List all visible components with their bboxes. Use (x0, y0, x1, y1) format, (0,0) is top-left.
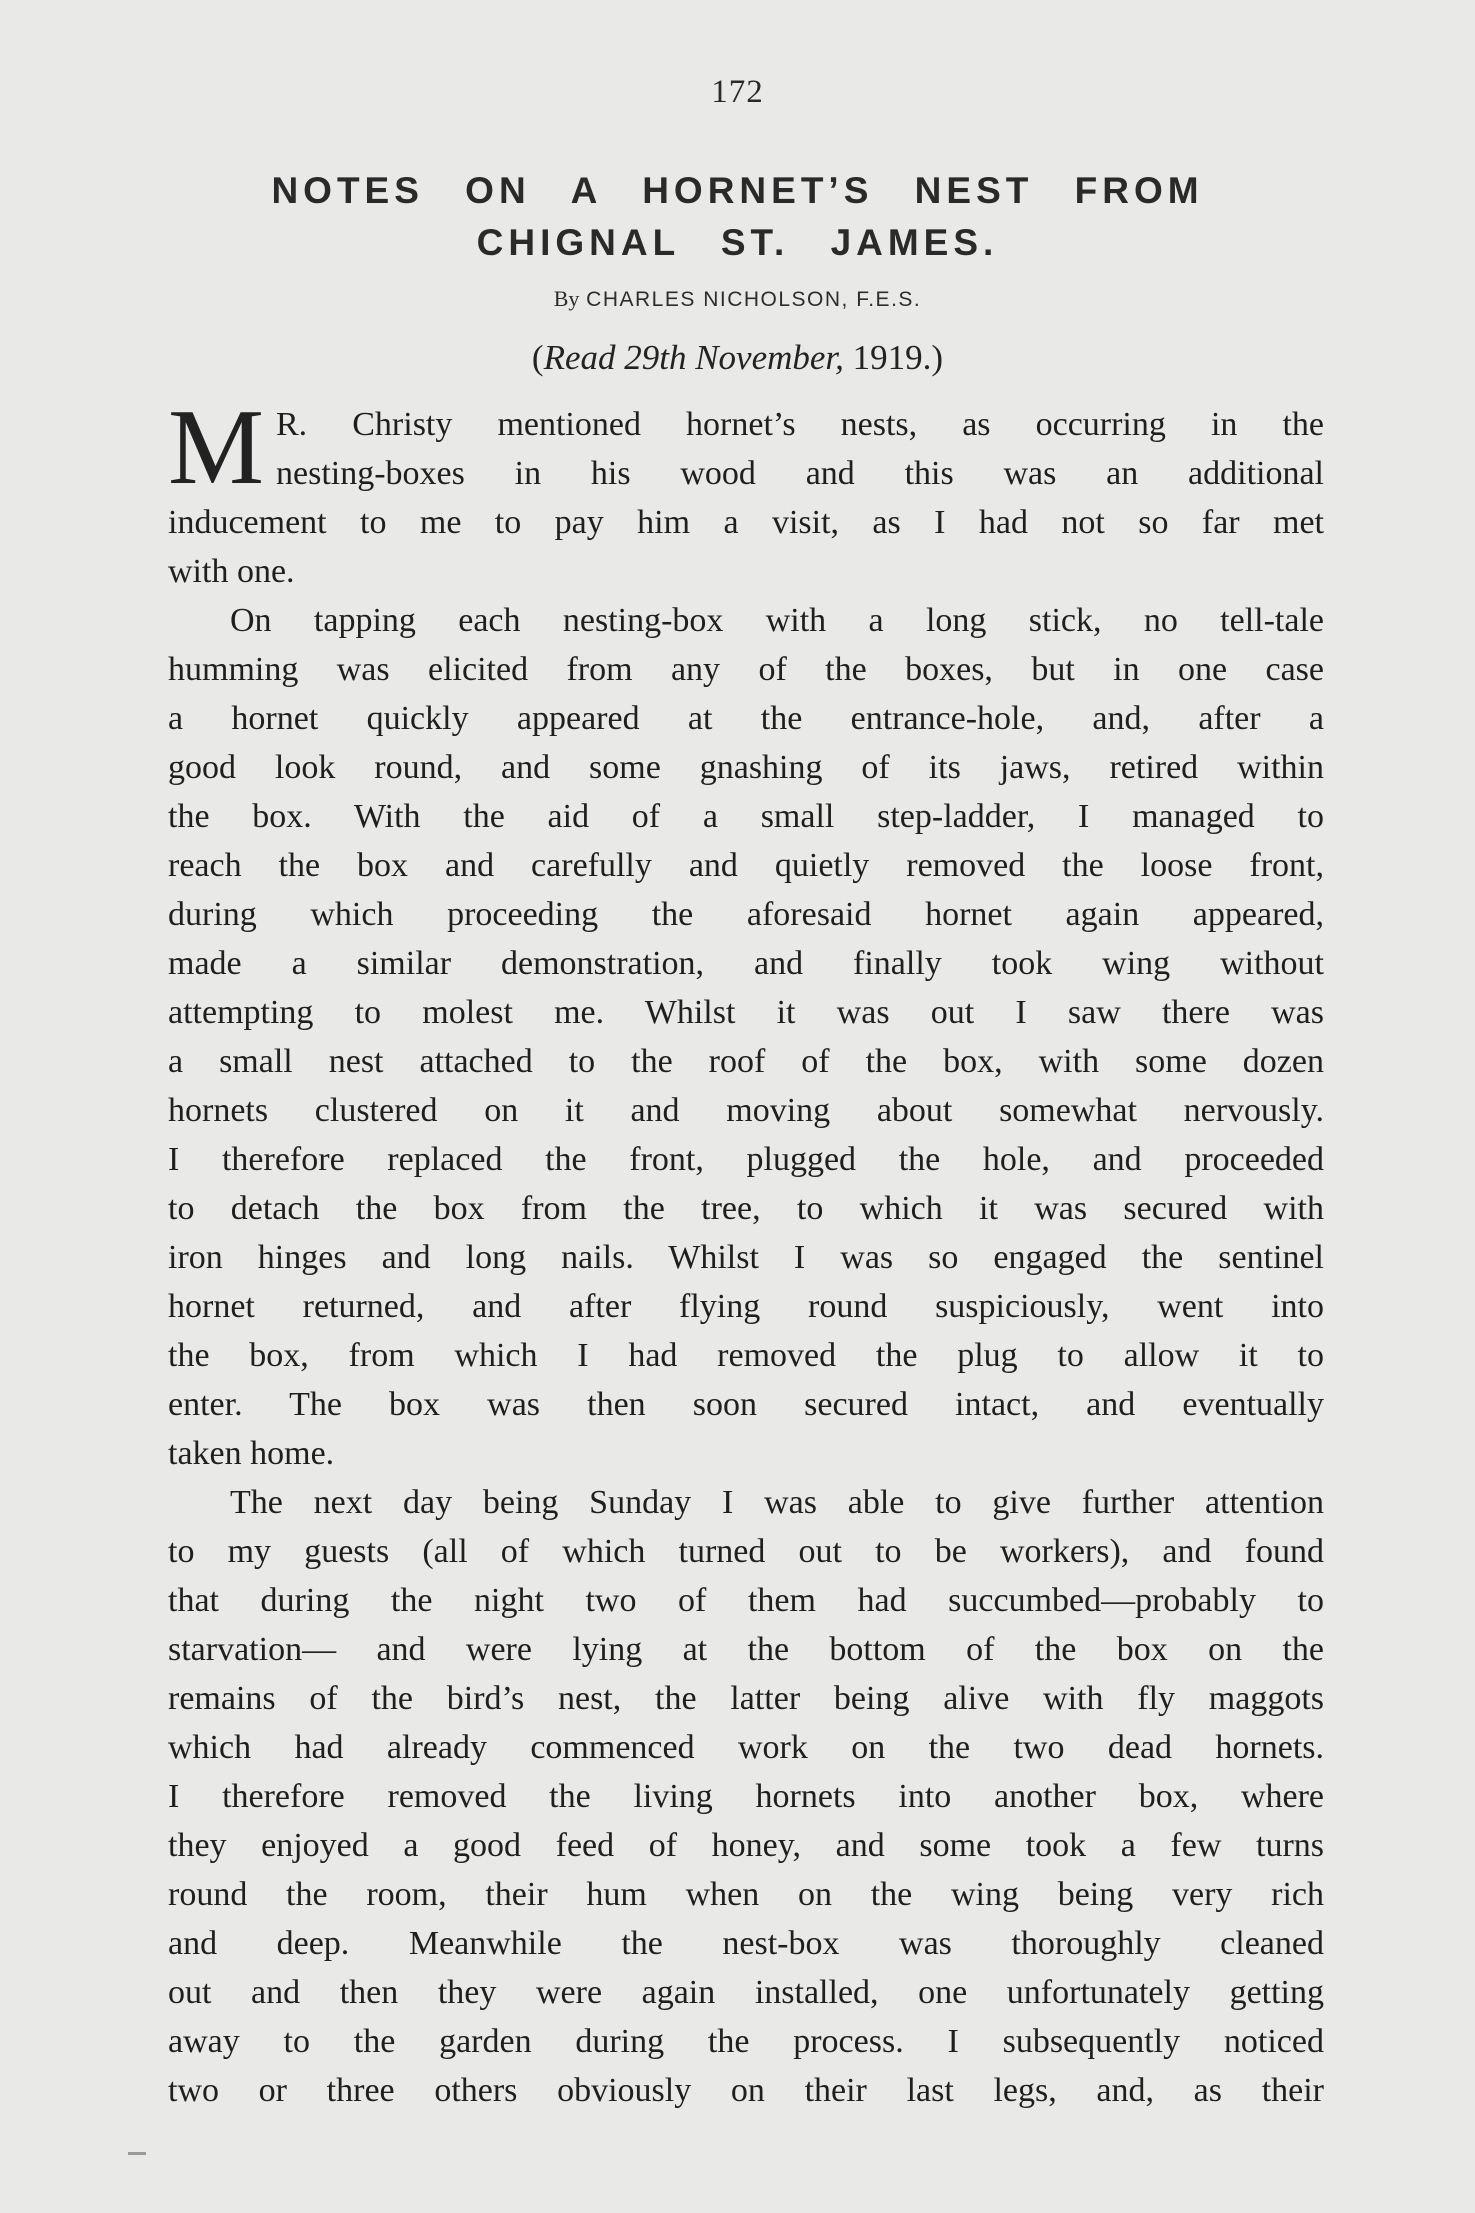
text-line: two or three others obviously on their last legs, and, as their (168, 2072, 1324, 2109)
article-title-line-1: NOTES ON A HORNET’S NEST FROM (271, 170, 1204, 211)
drop-cap: M (168, 388, 265, 507)
text-line: they enjoyed a good feed of honey, and some took a few turns (168, 1827, 1324, 1864)
text-line: out and then they were again installed, one unfortunately getting (168, 1974, 1324, 2011)
text-line: starvation— and were lying at the bottom of the box on the (168, 1631, 1324, 1668)
text-line: away to the garden during the process. I subsequently noticed (168, 2023, 1324, 2060)
text-line: attempting to molest me. Whilst it was out I saw there was (168, 994, 1324, 1031)
text-line: R. Christy mentioned hornet’s nests, as occurring in the (276, 406, 1324, 443)
paragraph-1 (168, 388, 1324, 596)
page-number: 172 (711, 74, 764, 110)
article-title-line-2: CHIGNAL ST. JAMES. (476, 222, 999, 263)
text-line: hornets clustered on it and moving about somewhat nervously. (168, 1092, 1324, 1129)
text-line: inducement to me to pay him a visit, as I had not so far met (168, 504, 1324, 541)
text-line: hornet returned, and after flying round suspiciously, went into (168, 1288, 1324, 1325)
text-line: remains of the bird’s nest, the latter being alive with fly maggots (168, 1680, 1324, 1717)
text-line: I therefore replaced the front, plugged the hole, and proceeded (168, 1141, 1324, 1178)
byline (0, 286, 1475, 312)
read-date-open: ( (531, 338, 544, 377)
text-line: during which proceeding the aforesaid hornet again appeared, (168, 896, 1324, 933)
text-line: made a similar demonstration, and finally took wing without (168, 945, 1324, 982)
read-date (0, 338, 1475, 378)
paragraph-2 (168, 596, 1324, 1478)
text-line: the box, from which I had removed the plug to allow it to (168, 1337, 1324, 1374)
byline-by: By (553, 286, 580, 311)
read-date-italic: Read 29th November, (543, 338, 844, 377)
text-line: reach the box and carefully and quietly removed the loose front, (168, 847, 1324, 884)
margin-speck (128, 2152, 146, 2155)
text-line: nesting-boxes in his wood and this was an additional (276, 455, 1324, 492)
byline-author: CHARLES NICHOLSON, F.E.S. (586, 288, 922, 311)
text-line: iron hinges and long nails. Whilst I was so engaged the sentinel (168, 1239, 1324, 1276)
read-date-year: 1919.) (843, 338, 944, 377)
text-line: a hornet quickly appeared at the entrance-hole, and, after a (168, 700, 1324, 737)
text-line: humming was elicited from any of the boxes, but in one case (168, 651, 1324, 688)
text-line: that during the night two of them had succumbed—probably to (168, 1582, 1324, 1619)
text-line: taken home. (168, 1435, 335, 1472)
text-line: a small nest attached to the roof of the box, with some dozen (168, 1043, 1324, 1080)
text-line: On tapping each nesting-box with a long stick, no tell-tale (230, 602, 1324, 639)
text-line: which had already commenced work on the two dead hornets. (168, 1729, 1324, 1766)
text-line: to detach the box from the tree, to which it was secured with (168, 1190, 1324, 1227)
text-line: and deep. Meanwhile the nest-box was thoroughly cleaned (168, 1925, 1324, 1962)
text-line: enter. The box was then soon secured intact, and eventually (168, 1386, 1324, 1423)
article-body (168, 388, 1324, 2115)
text-line: with one. (168, 553, 295, 590)
text-line: round the room, their hum when on the wing being very rich (168, 1876, 1324, 1913)
text-line: the box. With the aid of a small step-ladder, I managed to (168, 798, 1324, 835)
text-line: The next day being Sunday I was able to give further attention (230, 1484, 1324, 1521)
text-line: to my guests (all of which turned out to be workers), and found (168, 1533, 1324, 1570)
paragraph-3 (168, 1478, 1324, 2115)
text-line: good look round, and some gnashing of its jaws, retired within (168, 749, 1324, 786)
text-line: I therefore removed the living hornets into another box, where (168, 1778, 1324, 1815)
